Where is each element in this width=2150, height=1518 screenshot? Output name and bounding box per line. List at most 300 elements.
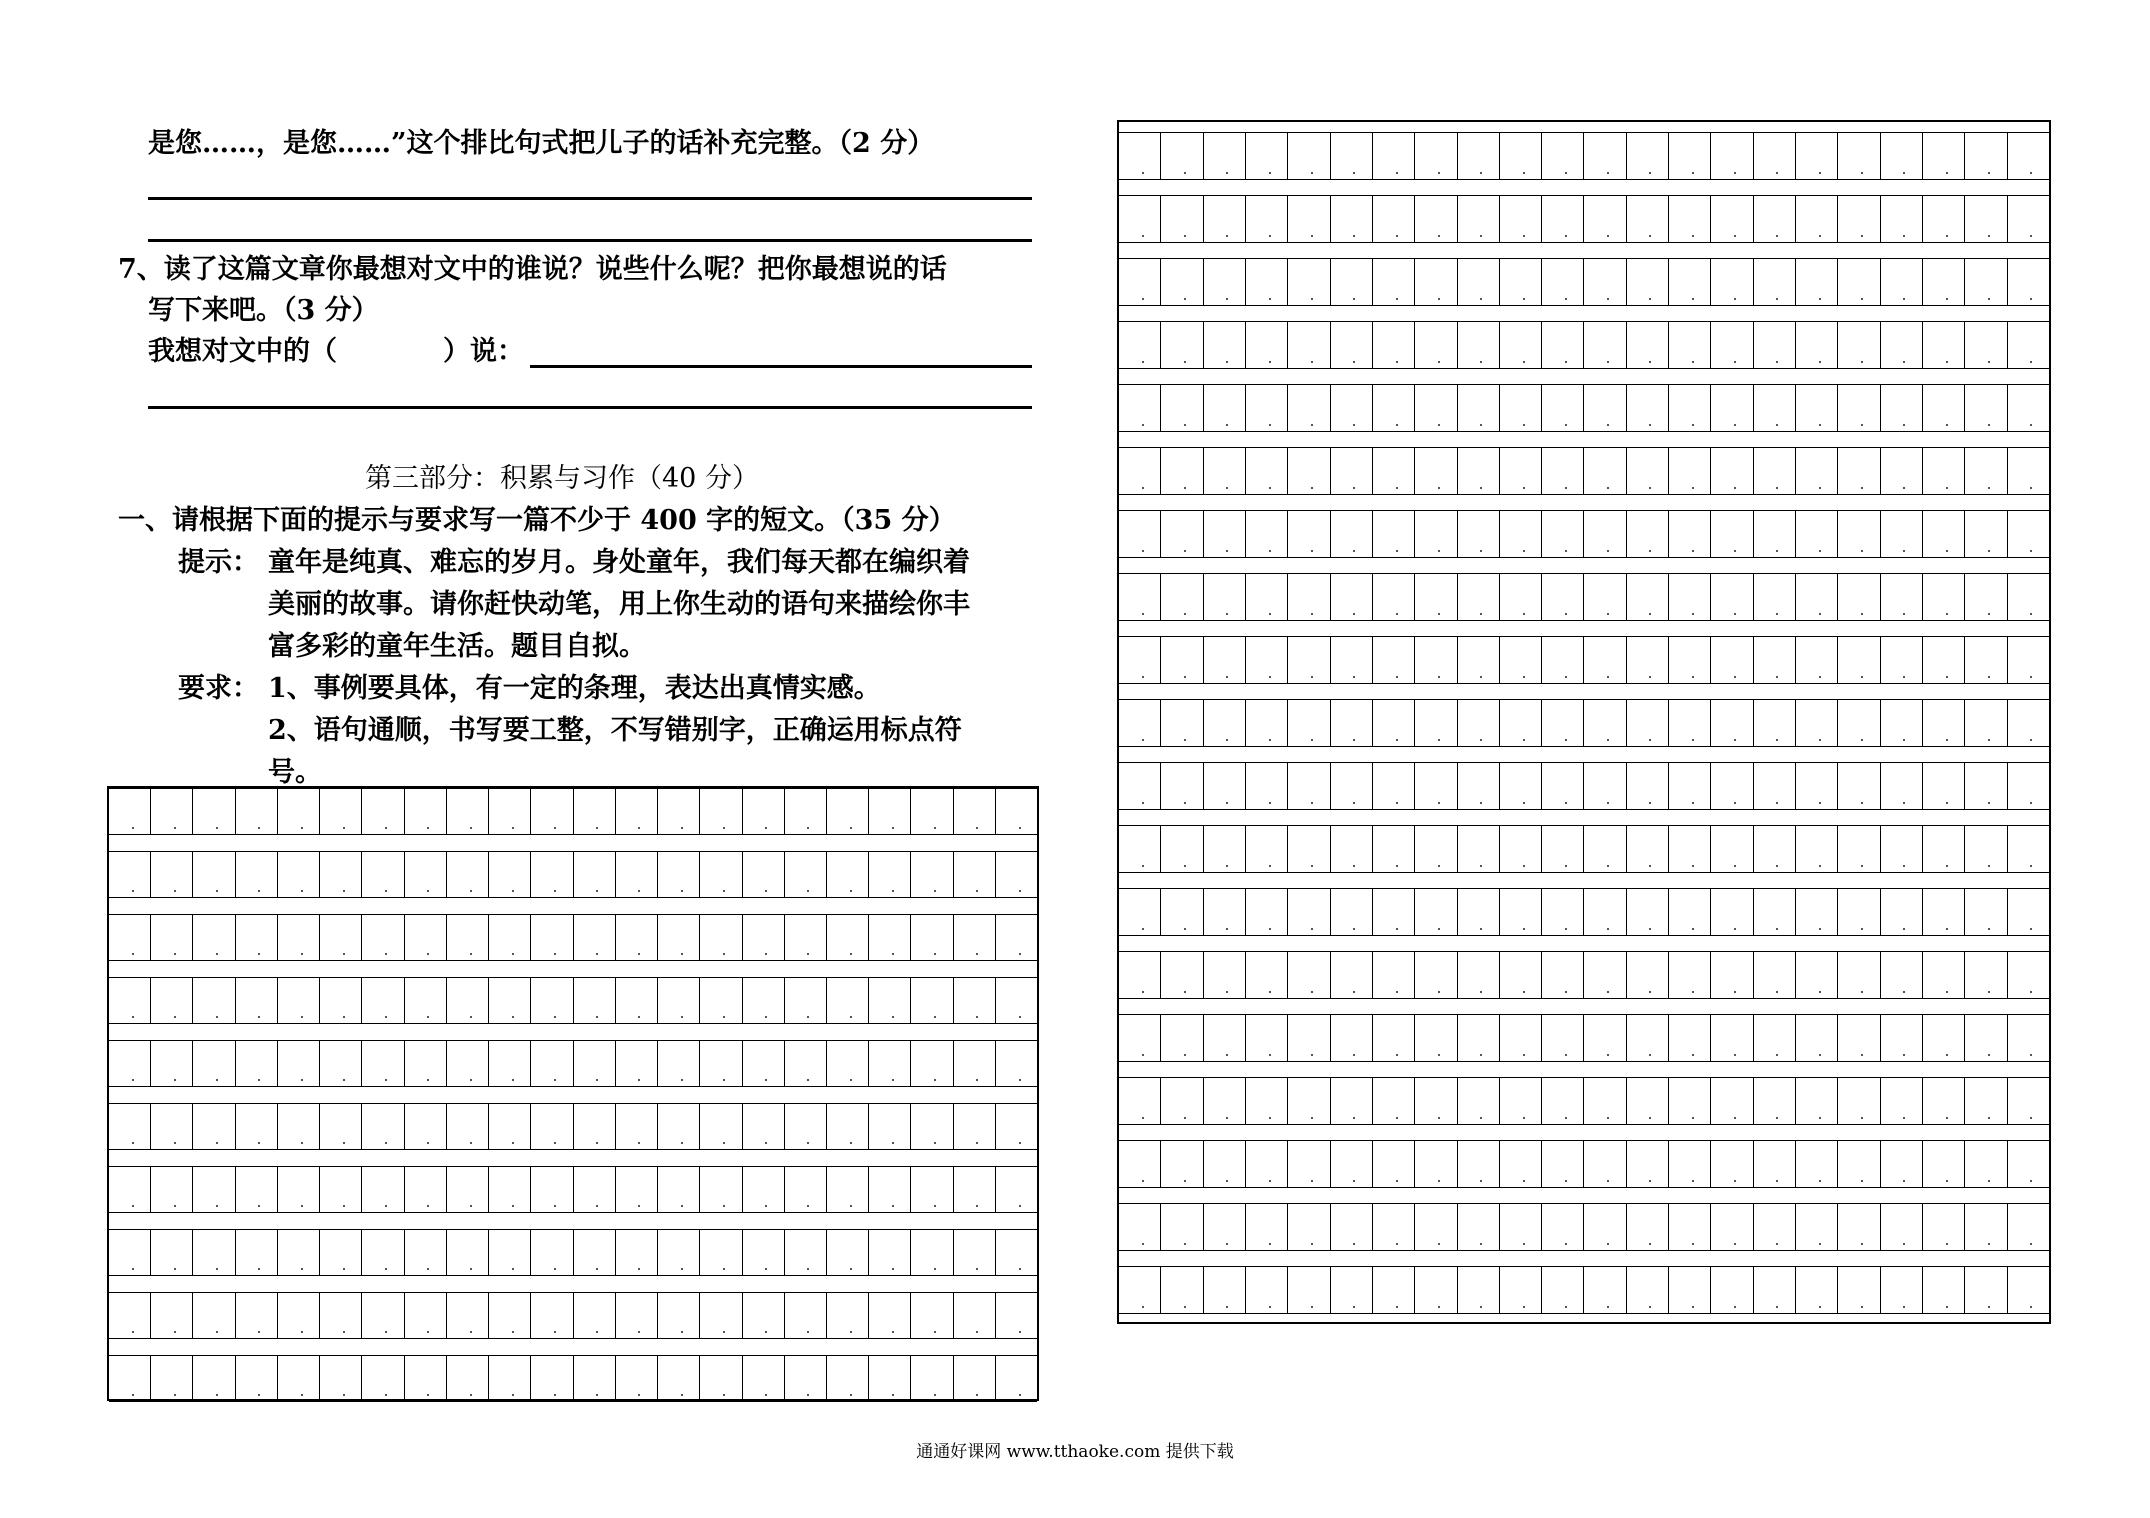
grid-cell[interactable] xyxy=(1457,952,1499,998)
grid-cell[interactable] xyxy=(699,1104,741,1149)
grid-cell[interactable] xyxy=(1119,448,1160,494)
grid-cell[interactable] xyxy=(1964,637,2006,683)
grid-cell[interactable] xyxy=(1668,322,1710,368)
grid-cell[interactable] xyxy=(1119,1078,1160,1124)
grid-cell[interactable] xyxy=(1287,322,1329,368)
grid-cell[interactable] xyxy=(1710,196,1752,242)
grid-cell[interactable] xyxy=(1203,574,1245,620)
grid-cell[interactable] xyxy=(1287,1015,1329,1061)
grid-cell[interactable] xyxy=(742,1041,784,1086)
grid-cell[interactable] xyxy=(1583,763,1625,809)
grid-cell[interactable] xyxy=(446,852,488,897)
grid-cell[interactable] xyxy=(1541,448,1583,494)
grid-cell[interactable] xyxy=(1372,259,1414,305)
grid-cell[interactable] xyxy=(1753,259,1795,305)
grid-cell[interactable] xyxy=(1880,511,1922,557)
grid-cell[interactable] xyxy=(150,1293,192,1338)
grid-cell[interactable] xyxy=(1203,637,1245,683)
grid-cell[interactable] xyxy=(657,1293,699,1338)
grid-cell[interactable] xyxy=(1457,1015,1499,1061)
grid-cell[interactable] xyxy=(910,1230,952,1275)
grid-cell[interactable] xyxy=(277,1104,319,1149)
grid-cell[interactable] xyxy=(1372,196,1414,242)
grid-cell[interactable] xyxy=(1753,574,1795,620)
grid-cell[interactable] xyxy=(1160,1015,1202,1061)
grid-cell[interactable] xyxy=(1372,574,1414,620)
grid-cell[interactable] xyxy=(1287,574,1329,620)
grid-cell[interactable] xyxy=(784,789,826,834)
grid-cell[interactable] xyxy=(784,915,826,960)
grid-cell[interactable] xyxy=(109,1230,150,1275)
grid-cell[interactable] xyxy=(615,1356,657,1401)
q7-answer-line-2[interactable] xyxy=(148,406,1032,409)
grid-cell[interactable] xyxy=(1457,133,1499,179)
grid-cell[interactable] xyxy=(1414,322,1456,368)
grid-cell[interactable] xyxy=(446,978,488,1023)
grid-cell[interactable] xyxy=(1287,700,1329,746)
composition-grid-right[interactable] xyxy=(1117,120,2051,1324)
grid-cell[interactable] xyxy=(1922,385,1964,431)
grid-cell[interactable] xyxy=(1160,385,1202,431)
grid-cell[interactable] xyxy=(1668,448,1710,494)
grid-cell[interactable] xyxy=(868,1041,910,1086)
grid-cell[interactable] xyxy=(868,1167,910,1212)
grid-cell[interactable] xyxy=(1795,1204,1837,1250)
grid-cell[interactable] xyxy=(1922,322,1964,368)
grid-cell[interactable] xyxy=(1160,574,1202,620)
grid-cell[interactable] xyxy=(1203,448,1245,494)
grid-cell[interactable] xyxy=(1287,1267,1329,1313)
grid-cell[interactable] xyxy=(2007,1015,2049,1061)
grid-cell[interactable] xyxy=(1414,826,1456,872)
grid-cell[interactable] xyxy=(277,1356,319,1401)
grid-cell[interactable] xyxy=(1541,196,1583,242)
grid-cell[interactable] xyxy=(573,789,615,834)
grid-cell[interactable] xyxy=(1499,574,1541,620)
grid-cell[interactable] xyxy=(742,915,784,960)
grid-cell[interactable] xyxy=(150,1356,192,1401)
grid-cell[interactable] xyxy=(1119,763,1160,809)
grid-cell[interactable] xyxy=(361,1167,403,1212)
grid-cell[interactable] xyxy=(1372,1078,1414,1124)
grid-cell[interactable] xyxy=(1922,133,1964,179)
grid-cell[interactable] xyxy=(1287,763,1329,809)
grid-cell[interactable] xyxy=(488,978,530,1023)
grid-cell[interactable] xyxy=(1795,763,1837,809)
grid-cell[interactable] xyxy=(1668,259,1710,305)
grid-cell[interactable] xyxy=(2007,259,2049,305)
grid-cell[interactable] xyxy=(361,1041,403,1086)
grid-cell[interactable] xyxy=(742,789,784,834)
grid-cell[interactable] xyxy=(1457,259,1499,305)
grid-cell[interactable] xyxy=(1964,1078,2006,1124)
grid-cell[interactable] xyxy=(953,1356,995,1401)
grid-cell[interactable] xyxy=(1414,1141,1456,1187)
grid-cell[interactable] xyxy=(1795,1141,1837,1187)
grid-cell[interactable] xyxy=(1710,889,1752,935)
grid-cell[interactable] xyxy=(573,1041,615,1086)
grid-cell[interactable] xyxy=(361,1293,403,1338)
grid-cell[interactable] xyxy=(1245,763,1287,809)
grid-cell[interactable] xyxy=(1330,448,1372,494)
grid-cell[interactable] xyxy=(1330,700,1372,746)
grid-cell[interactable] xyxy=(1626,763,1668,809)
grid-cell[interactable] xyxy=(1541,511,1583,557)
grid-cell[interactable] xyxy=(1922,1015,1964,1061)
grid-cell[interactable] xyxy=(2007,448,2049,494)
grid-cell[interactable] xyxy=(1203,1141,1245,1187)
grid-cell[interactable] xyxy=(1626,574,1668,620)
grid-cell[interactable] xyxy=(995,1104,1037,1149)
grid-cell[interactable] xyxy=(1837,700,1879,746)
grid-cell[interactable] xyxy=(1330,1141,1372,1187)
grid-cell[interactable] xyxy=(657,1041,699,1086)
grid-cell[interactable] xyxy=(910,789,952,834)
grid-cell[interactable] xyxy=(1964,196,2006,242)
grid-cell[interactable] xyxy=(1160,826,1202,872)
grid-cell[interactable] xyxy=(868,978,910,1023)
grid-cell[interactable] xyxy=(1668,511,1710,557)
grid-cell[interactable] xyxy=(1203,700,1245,746)
grid-cell[interactable] xyxy=(488,1356,530,1401)
grid-cell[interactable] xyxy=(277,1230,319,1275)
grid-cell[interactable] xyxy=(1160,952,1202,998)
grid-cell[interactable] xyxy=(1160,1078,1202,1124)
grid-cell[interactable] xyxy=(615,1167,657,1212)
grid-cell[interactable] xyxy=(1626,196,1668,242)
grid-cell[interactable] xyxy=(910,852,952,897)
grid-cell[interactable] xyxy=(1287,511,1329,557)
grid-cell[interactable] xyxy=(1119,259,1160,305)
grid-cell[interactable] xyxy=(277,915,319,960)
grid-cell[interactable] xyxy=(109,915,150,960)
grid-cell[interactable] xyxy=(2007,1141,2049,1187)
grid-cell[interactable] xyxy=(1795,196,1837,242)
grid-cell[interactable] xyxy=(1922,952,1964,998)
grid-cell[interactable] xyxy=(1457,385,1499,431)
grid-cell[interactable] xyxy=(1880,763,1922,809)
grid-cell[interactable] xyxy=(868,1356,910,1401)
grid-cell[interactable] xyxy=(573,1356,615,1401)
grid-cell[interactable] xyxy=(235,978,277,1023)
grid-cell[interactable] xyxy=(784,1041,826,1086)
grid-cell[interactable] xyxy=(1245,1078,1287,1124)
grid-cell[interactable] xyxy=(1499,259,1541,305)
grid-cell[interactable] xyxy=(1668,1267,1710,1313)
grid-cell[interactable] xyxy=(1541,133,1583,179)
grid-cell[interactable] xyxy=(2007,952,2049,998)
grid-cell[interactable] xyxy=(1457,511,1499,557)
grid-cell[interactable] xyxy=(1880,385,1922,431)
grid-cell[interactable] xyxy=(150,915,192,960)
grid-cell[interactable] xyxy=(192,978,234,1023)
grid-cell[interactable] xyxy=(1330,385,1372,431)
grid-cell[interactable] xyxy=(1753,952,1795,998)
grid-cell[interactable] xyxy=(1541,952,1583,998)
grid-cell[interactable] xyxy=(1922,196,1964,242)
grid-cell[interactable] xyxy=(2007,763,2049,809)
grid-cell[interactable] xyxy=(1499,196,1541,242)
grid-cell[interactable] xyxy=(1372,700,1414,746)
grid-cell[interactable] xyxy=(1372,448,1414,494)
grid-cell[interactable] xyxy=(1922,1141,1964,1187)
grid-cell[interactable] xyxy=(1710,1015,1752,1061)
grid-cell[interactable] xyxy=(953,1167,995,1212)
grid-cell[interactable] xyxy=(361,1104,403,1149)
grid-cell[interactable] xyxy=(1119,1204,1160,1250)
grid-cell[interactable] xyxy=(404,1293,446,1338)
grid-cell[interactable] xyxy=(150,1041,192,1086)
grid-cell[interactable] xyxy=(1964,1141,2006,1187)
grid-cell[interactable] xyxy=(1203,889,1245,935)
grid-cell[interactable] xyxy=(488,1293,530,1338)
grid-cell[interactable] xyxy=(1499,1204,1541,1250)
grid-cell[interactable] xyxy=(1753,322,1795,368)
grid-cell[interactable] xyxy=(1710,322,1752,368)
grid-cell[interactable] xyxy=(910,978,952,1023)
grid-cell[interactable] xyxy=(699,1293,741,1338)
grid-cell[interactable] xyxy=(1753,637,1795,683)
grid-cell[interactable] xyxy=(573,1230,615,1275)
grid-cell[interactable] xyxy=(1837,322,1879,368)
grid-cell[interactable] xyxy=(1499,133,1541,179)
grid-cell[interactable] xyxy=(235,1230,277,1275)
grid-cell[interactable] xyxy=(1330,259,1372,305)
grid-cell[interactable] xyxy=(2007,574,2049,620)
grid-cell[interactable] xyxy=(277,1041,319,1086)
grid-cell[interactable] xyxy=(277,1293,319,1338)
grid-cell[interactable] xyxy=(1245,826,1287,872)
grid-cell[interactable] xyxy=(235,789,277,834)
grid-cell[interactable] xyxy=(1541,1267,1583,1313)
grid-cell[interactable] xyxy=(1922,259,1964,305)
grid-cell[interactable] xyxy=(1753,196,1795,242)
grid-cell[interactable] xyxy=(1795,637,1837,683)
grid-cell[interactable] xyxy=(1922,448,1964,494)
grid-cell[interactable] xyxy=(1160,763,1202,809)
grid-cell[interactable] xyxy=(488,789,530,834)
grid-cell[interactable] xyxy=(1795,700,1837,746)
grid-cell[interactable] xyxy=(446,1104,488,1149)
grid-cell[interactable] xyxy=(1880,322,1922,368)
grid-cell[interactable] xyxy=(109,789,150,834)
grid-cell[interactable] xyxy=(742,1356,784,1401)
grid-cell[interactable] xyxy=(1626,889,1668,935)
grid-cell[interactable] xyxy=(488,1104,530,1149)
grid-cell[interactable] xyxy=(1964,448,2006,494)
grid-cell[interactable] xyxy=(1245,448,1287,494)
grid-cell[interactable] xyxy=(784,978,826,1023)
grid-cell[interactable] xyxy=(1499,637,1541,683)
grid-cell[interactable] xyxy=(1330,196,1372,242)
grid-cell[interactable] xyxy=(742,1293,784,1338)
grid-cell[interactable] xyxy=(1203,133,1245,179)
grid-cell[interactable] xyxy=(1160,196,1202,242)
grid-cell[interactable] xyxy=(1583,385,1625,431)
grid-cell[interactable] xyxy=(1330,133,1372,179)
grid-cell[interactable] xyxy=(699,915,741,960)
grid-cell[interactable] xyxy=(109,1167,150,1212)
grid-cell[interactable] xyxy=(1330,889,1372,935)
grid-cell[interactable] xyxy=(1499,322,1541,368)
composition-grid-left[interactable] xyxy=(107,786,1039,1401)
grid-cell[interactable] xyxy=(826,1041,868,1086)
grid-cell[interactable] xyxy=(1583,196,1625,242)
grid-cell[interactable] xyxy=(530,915,572,960)
grid-cell[interactable] xyxy=(1245,196,1287,242)
grid-cell[interactable] xyxy=(826,915,868,960)
grid-cell[interactable] xyxy=(1457,1141,1499,1187)
grid-cell[interactable] xyxy=(530,1167,572,1212)
grid-cell[interactable] xyxy=(1457,1078,1499,1124)
grid-cell[interactable] xyxy=(1414,574,1456,620)
grid-cell[interactable] xyxy=(319,1167,361,1212)
grid-cell[interactable] xyxy=(1287,1204,1329,1250)
grid-cell[interactable] xyxy=(573,852,615,897)
grid-cell[interactable] xyxy=(1753,1204,1795,1250)
grid-cell[interactable] xyxy=(1626,826,1668,872)
grid-cell[interactable] xyxy=(615,1104,657,1149)
grid-cell[interactable] xyxy=(1541,1141,1583,1187)
grid-cell[interactable] xyxy=(995,1041,1037,1086)
grid-cell[interactable] xyxy=(1626,385,1668,431)
grid-cell[interactable] xyxy=(1583,1204,1625,1250)
grid-cell[interactable] xyxy=(1160,322,1202,368)
grid-cell[interactable] xyxy=(192,915,234,960)
grid-cell[interactable] xyxy=(1964,133,2006,179)
grid-cell[interactable] xyxy=(1287,952,1329,998)
grid-cell[interactable] xyxy=(1795,952,1837,998)
grid-cell[interactable] xyxy=(319,789,361,834)
grid-cell[interactable] xyxy=(1583,1078,1625,1124)
grid-cell[interactable] xyxy=(1753,133,1795,179)
grid-cell[interactable] xyxy=(530,1230,572,1275)
grid-cell[interactable] xyxy=(953,789,995,834)
grid-cell[interactable] xyxy=(995,1230,1037,1275)
grid-cell[interactable] xyxy=(1499,763,1541,809)
grid-cell[interactable] xyxy=(910,915,952,960)
grid-cell[interactable] xyxy=(192,1167,234,1212)
grid-cell[interactable] xyxy=(235,1104,277,1149)
grid-cell[interactable] xyxy=(1626,1267,1668,1313)
grid-cell[interactable] xyxy=(657,1230,699,1275)
grid-cell[interactable] xyxy=(1245,574,1287,620)
grid-cell[interactable] xyxy=(1541,637,1583,683)
grid-cell[interactable] xyxy=(1710,700,1752,746)
grid-cell[interactable] xyxy=(530,1041,572,1086)
grid-cell[interactable] xyxy=(1330,637,1372,683)
grid-cell[interactable] xyxy=(1457,700,1499,746)
grid-cell[interactable] xyxy=(1668,1141,1710,1187)
grid-cell[interactable] xyxy=(1583,448,1625,494)
grid-cell[interactable] xyxy=(277,852,319,897)
grid-cell[interactable] xyxy=(1414,133,1456,179)
grid-cell[interactable] xyxy=(488,915,530,960)
grid-cell[interactable] xyxy=(1119,1141,1160,1187)
grid-cell[interactable] xyxy=(319,852,361,897)
grid-cell[interactable] xyxy=(953,1293,995,1338)
grid-cell[interactable] xyxy=(1414,196,1456,242)
grid-cell[interactable] xyxy=(1668,637,1710,683)
grid-cell[interactable] xyxy=(1287,385,1329,431)
grid-cell[interactable] xyxy=(235,1041,277,1086)
grid-cell[interactable] xyxy=(2007,196,2049,242)
grid-cell[interactable] xyxy=(1837,1267,1879,1313)
grid-cell[interactable] xyxy=(699,1041,741,1086)
grid-cell[interactable] xyxy=(488,1167,530,1212)
grid-cell[interactable] xyxy=(1499,511,1541,557)
grid-cell[interactable] xyxy=(1119,637,1160,683)
grid-cell[interactable] xyxy=(530,852,572,897)
grid-cell[interactable] xyxy=(1583,133,1625,179)
grid-cell[interactable] xyxy=(361,789,403,834)
grid-cell[interactable] xyxy=(235,852,277,897)
grid-cell[interactable] xyxy=(404,1041,446,1086)
grid-cell[interactable] xyxy=(404,1230,446,1275)
grid-cell[interactable] xyxy=(1457,1204,1499,1250)
grid-cell[interactable] xyxy=(109,852,150,897)
grid-cell[interactable] xyxy=(1541,385,1583,431)
grid-cell[interactable] xyxy=(1583,700,1625,746)
grid-cell[interactable] xyxy=(1245,1267,1287,1313)
grid-cell[interactable] xyxy=(1287,889,1329,935)
grid-cell[interactable] xyxy=(1414,385,1456,431)
grid-cell[interactable] xyxy=(1119,1267,1160,1313)
grid-cell[interactable] xyxy=(319,1230,361,1275)
grid-cell[interactable] xyxy=(1837,1078,1879,1124)
grid-cell[interactable] xyxy=(150,978,192,1023)
grid-cell[interactable] xyxy=(1287,826,1329,872)
grid-cell[interactable] xyxy=(1583,889,1625,935)
grid-cell[interactable] xyxy=(1160,1267,1202,1313)
grid-cell[interactable] xyxy=(1372,385,1414,431)
grid-cell[interactable] xyxy=(1372,637,1414,683)
grid-cell[interactable] xyxy=(1710,511,1752,557)
grid-cell[interactable] xyxy=(657,789,699,834)
grid-cell[interactable] xyxy=(1583,1141,1625,1187)
grid-cell[interactable] xyxy=(1330,574,1372,620)
grid-cell[interactable] xyxy=(826,1356,868,1401)
grid-cell[interactable] xyxy=(488,1041,530,1086)
grid-cell[interactable] xyxy=(1160,511,1202,557)
grid-cell[interactable] xyxy=(1457,1267,1499,1313)
grid-cell[interactable] xyxy=(1795,826,1837,872)
grid-cell[interactable] xyxy=(1245,1204,1287,1250)
grid-cell[interactable] xyxy=(1626,259,1668,305)
grid-cell[interactable] xyxy=(1287,196,1329,242)
grid-cell[interactable] xyxy=(953,1104,995,1149)
grid-cell[interactable] xyxy=(1245,889,1287,935)
grid-cell[interactable] xyxy=(1372,133,1414,179)
grid-cell[interactable] xyxy=(657,1104,699,1149)
q6-answer-line-2[interactable] xyxy=(148,239,1032,242)
grid-cell[interactable] xyxy=(1203,511,1245,557)
q6-answer-line[interactable] xyxy=(148,197,1032,200)
grid-cell[interactable] xyxy=(1964,952,2006,998)
grid-cell[interactable] xyxy=(826,978,868,1023)
grid-cell[interactable] xyxy=(1880,196,1922,242)
grid-cell[interactable] xyxy=(1626,1204,1668,1250)
grid-cell[interactable] xyxy=(1922,1078,1964,1124)
grid-cell[interactable] xyxy=(1372,1141,1414,1187)
grid-cell[interactable] xyxy=(319,1041,361,1086)
grid-cell[interactable] xyxy=(1330,1015,1372,1061)
grid-cell[interactable] xyxy=(1922,889,1964,935)
grid-cell[interactable] xyxy=(1668,889,1710,935)
grid-cell[interactable] xyxy=(1795,385,1837,431)
grid-cell[interactable] xyxy=(1203,1267,1245,1313)
grid-cell[interactable] xyxy=(150,1230,192,1275)
